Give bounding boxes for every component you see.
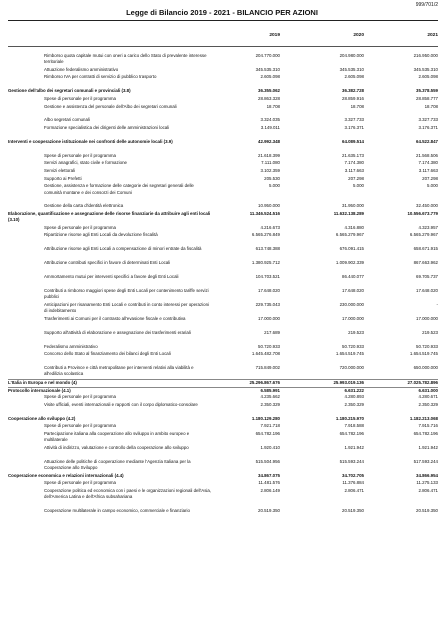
header-divider (8, 46, 438, 47)
row-label: Trasferimenti ai Comuni per il contrasto all'evasione fiscale e contributiva (44, 315, 186, 321)
value-2021: 6.565.279.967 (409, 232, 438, 238)
row-label: Interventi e cooperazione istituzionale nei confronti delle autonomie locali (3.9) (8, 138, 173, 144)
value-2021: 18.708 (424, 103, 438, 109)
value-2020: 18.708 (350, 103, 364, 109)
value-2021: 3.117.663 (418, 168, 438, 174)
value-2021: 21.568.506 (416, 152, 438, 158)
row-label: Gestione e assistenza del personale dell'Albo dei segretari comunali (44, 103, 177, 109)
row-label: Spese di personale per il programma (44, 394, 116, 400)
value-2021: 11.275.133 (416, 480, 438, 486)
table-row (8, 125, 438, 138)
value-2021: 1.654.519.745 (409, 351, 438, 357)
value-2020: 230.000.000 (339, 301, 364, 307)
value-2020: 6.631.222 (344, 387, 364, 393)
value-2020: 50.720.933 (342, 343, 364, 349)
value-2019: 6.585.991 (260, 387, 280, 393)
value-2020: 1.654.519.745 (335, 351, 364, 357)
value-2021: 4.323.957 (418, 224, 438, 230)
value-2020: 4.316.880 (344, 224, 364, 230)
row-label: Partecipazione italiana alla cooperazione allo sviluppo in ambito europeo e multilaterale (44, 430, 190, 443)
value-2020: 345.535.310 (339, 66, 364, 72)
value-2020: 28.859.916 (342, 95, 364, 101)
value-2019: 104.703.521 (255, 274, 280, 280)
value-2021: 658.671.915 (413, 246, 438, 252)
value-2019: 204.770.000 (255, 53, 280, 58)
value-2021: 20.519.350 (416, 507, 438, 513)
table-row (8, 508, 438, 521)
table-row (8, 330, 438, 343)
value-2019: 7.921.718 (260, 423, 280, 429)
value-2020: 64.089.514 (342, 138, 364, 144)
value-2020: 207.298 (348, 175, 364, 181)
value-2019: 34.867.075 (258, 472, 280, 478)
top-divider (8, 20, 438, 21)
category-row (8, 379, 438, 385)
value-2019: 18.708 (266, 103, 280, 109)
table-row (8, 160, 438, 166)
row-label: Cooperazione multilaterale in campo economico, commerciale e finanziario (44, 507, 190, 513)
table-row (8, 344, 438, 350)
table-row (8, 96, 438, 102)
table-row (8, 402, 438, 415)
value-2019: 515.504.956 (255, 458, 280, 464)
value-2019: 3.149.011 (260, 125, 280, 131)
row-label: Federalismo amministrativo (44, 343, 98, 349)
row-label: Formazione specialistica dei dirigenti delle amministrazioni locali (44, 125, 170, 131)
value-2020: 1.921.942 (344, 444, 364, 450)
table-row (8, 445, 438, 458)
value-2021: 50.720.933 (416, 343, 438, 349)
row-label: Gestione, assistenza e formazione delle categorie dei segretari generali delle comunità montane e dei consorzi dei Comuni (44, 183, 194, 195)
value-2020: 5.000 (353, 183, 364, 189)
year-header-2021: 2021 (427, 33, 438, 38)
value-2021: 5.000 (427, 183, 438, 189)
row-label: Supporto ai Prefetti (44, 175, 82, 181)
table-row (8, 225, 438, 231)
category-row (8, 88, 438, 94)
value-2020: 3.117.663 (344, 168, 364, 174)
value-2021: 7.174.380 (418, 160, 438, 166)
table-row (8, 302, 438, 315)
value-2021: 2.605.098 (418, 74, 438, 80)
value-2019: 715.849.002 (255, 365, 280, 371)
value-2021: 10.556.673.779 (407, 210, 438, 216)
value-2019: 4.235.662 (260, 394, 280, 400)
value-2021: 1.182.213.068 (409, 415, 438, 421)
value-2021: 345.535.310 (413, 66, 438, 72)
value-2020: 21.635.173 (342, 152, 364, 158)
category-row (8, 473, 438, 479)
value-2020: 2.806.471 (344, 487, 364, 493)
value-2021: 2.350.329 (418, 401, 438, 407)
row-label: Servizi anagrafici, stato civile e formazione (44, 160, 127, 166)
row-label: Concorso dello Stato al finanziamento dei bilanci degli Enti Locali (44, 351, 171, 357)
value-2019: 1.920.410 (260, 444, 280, 450)
value-2019: 28.863.328 (258, 95, 280, 101)
row-label: Anticipazioni per risanamento Enti Locali e contributi in conto interessi per operazioni di indebitamento (44, 301, 209, 314)
value-2020: 34.702.705 (342, 472, 364, 478)
table-row (8, 431, 438, 444)
row-label: Spese di personale per il programma (44, 152, 116, 158)
value-2019: 36.355.062 (258, 88, 280, 94)
row-label: Attività di indirizzo, valutazione e controllo della cooperazione allo sviluppo (44, 444, 189, 450)
value-2019: 345.535.310 (255, 66, 280, 72)
table-row (8, 365, 438, 378)
value-2021: - (436, 301, 438, 307)
value-2020: 1.009.902.339 (335, 260, 364, 266)
row-label: Spese di personale per il programma (44, 224, 116, 230)
value-2019: 205.530 (264, 175, 280, 181)
value-2019: 17.648.020 (258, 288, 280, 294)
value-2019: 217.689 (264, 329, 280, 335)
row-label: Elaborazione, quantificazione e assegnazione delle risorse finanziarie da attribuire agli enti locali (3.10) (8, 210, 211, 223)
document-number: 999/701/2 (415, 2, 438, 8)
row-label: L'Italia in Europa e nel mondo (4) (8, 379, 77, 385)
value-2020: 25.993.019.136 (333, 379, 364, 385)
value-2019: 11.346.524.516 (249, 210, 280, 216)
value-2021: 3.327.733 (418, 117, 438, 123)
value-2019: 1.380.925.712 (251, 260, 280, 266)
value-2019: 654.782.196 (255, 430, 280, 436)
table-row (8, 260, 438, 273)
row-label: Attuazione delle politiche di cooperazione mediante l'Agenzia Italiana per la Cooperazione allo Sviluppo (44, 458, 191, 470)
year-header-2019: 2019 (269, 33, 280, 38)
page-title: Legge di Bilancio 2019 - 2021 - BILANCIO PER AZIONI (126, 8, 318, 17)
category-row (8, 139, 438, 152)
value-2019: 5.000 (269, 183, 280, 189)
value-2019: 229.735.043 (255, 301, 280, 307)
row-label: Albo segretari comunali (44, 117, 90, 123)
value-2021: 4.280.671 (418, 394, 438, 400)
value-2020: 31.950.000 (342, 203, 364, 209)
row-label: Cooperazione allo sviluppo (4.2) (8, 415, 76, 421)
value-2019: 42.992.348 (258, 138, 280, 144)
value-2021: 34.866.954 (416, 472, 438, 478)
column-header (8, 34, 438, 43)
table-row (8, 246, 438, 259)
value-2020: 3.327.733 (344, 117, 364, 123)
value-2019: 1.645.482.708 (251, 351, 280, 357)
value-2019: 1.180.129.280 (251, 415, 280, 421)
value-2020: 515.593.244 (339, 458, 364, 464)
value-2020: 17.648.020 (342, 288, 364, 294)
row-label: Gestione dell'albo dei segretari comunali e provinciali (3.8) (8, 88, 131, 94)
value-2021: 216.950.000 (413, 53, 438, 58)
table-row (8, 153, 438, 159)
value-2021: 28.858.777 (416, 95, 438, 101)
category-row (8, 416, 438, 422)
table-row (8, 53, 438, 66)
table-row (8, 232, 438, 245)
value-2021: 219.523 (422, 329, 438, 335)
row-label: Attribuzione risorse agli Enti Locali a compensazione di minori entrate da fiscalità (44, 246, 202, 252)
value-2019: 4.216.673 (260, 224, 280, 230)
row-label: Contributi a rimborso maggiori spese degli Enti Locali per contenimento tariffe servizi pubblici (44, 288, 209, 300)
row-label: Protocollo internazionale (4.1) (8, 387, 71, 393)
row-label: Spese di personale per il programma (44, 423, 116, 429)
row-label: Servizi elettorali (44, 168, 75, 174)
table-row (8, 394, 438, 400)
value-2021: 654.782.196 (413, 430, 438, 436)
row-label: Cooperazione economica e relazioni internazionali (4.4) (8, 472, 124, 478)
year-header-2020: 2020 (353, 33, 364, 38)
table-row (8, 480, 438, 486)
value-2019: 2.350.329 (260, 401, 280, 407)
value-2021: 35.378.559 (416, 88, 438, 94)
value-2019: 20.519.350 (258, 507, 280, 513)
table-row (8, 316, 438, 329)
row-label: Spese di personale per il programma (44, 95, 116, 101)
value-2019: 7.111.080 (261, 160, 280, 166)
table-row (8, 168, 438, 174)
value-2019: 613.748.388 (255, 246, 280, 252)
value-2019: 6.565.276.849 (251, 232, 280, 238)
row-label: Visite ufficiali, eventi internazionali e rapporti con il corpo diplomatico-consolare (44, 401, 198, 407)
table-row (8, 351, 438, 364)
value-2020: 36.382.728 (342, 88, 364, 94)
value-2019: 10.950.000 (258, 203, 280, 209)
value-2020: 7.174.380 (344, 160, 364, 166)
table-row (8, 104, 438, 117)
value-2020: 204.980.000 (339, 53, 364, 58)
value-2020: 654.782.196 (339, 430, 364, 436)
value-2020: 86.440.077 (342, 274, 364, 280)
value-2019: 11.481.576 (258, 480, 280, 486)
value-2019: 2.806.149 (260, 487, 280, 493)
value-2021: 17.648.020 (416, 288, 438, 294)
row-label: Ripartizione risorse agli Enti Locali da devoluzione fiscalità (44, 232, 158, 238)
value-2021: 3.176.371 (418, 125, 438, 131)
table-row (8, 488, 438, 507)
row-label: Rimborso IVA per contratti di servizio di pubblico trasporto (44, 74, 157, 80)
value-2021: 69.705.737 (416, 274, 438, 280)
value-2021: 1.921.942 (418, 444, 438, 450)
table-row (8, 274, 438, 287)
row-label: Ammortamento mutui per interventi specifici a favore degli Enti Locali (44, 274, 179, 280)
table-row (8, 183, 438, 202)
row-label: Supporto all'attività di elaborazione e assegnazione dei trasferimenti erariali (44, 329, 191, 335)
row-label: Rimborso quota capitale mutui con oneri a carico dello Stato di prevalente interesse territoriale (44, 53, 207, 65)
value-2020: 1.180.215.970 (335, 415, 364, 421)
value-2020: 2.605.098 (344, 74, 364, 80)
category-row (8, 211, 438, 224)
value-2021: 7.915.716 (418, 423, 438, 429)
value-2019: 25.296.867.676 (249, 379, 280, 385)
row-label: Attuazione federalismo amministrativo (44, 66, 119, 72)
category-row (8, 387, 438, 393)
value-2019: 17.000.000 (258, 315, 280, 321)
value-2021: 2.806.471 (418, 487, 438, 493)
value-2020: 11.376.884 (342, 480, 364, 486)
value-2019: 2.605.098 (260, 74, 280, 80)
value-2019: 3.324.035 (260, 117, 280, 123)
value-2021: 64.522.847 (416, 138, 438, 144)
table-row (8, 459, 438, 472)
value-2020: 6.565.279.967 (335, 232, 364, 238)
value-2020: 720.000.000 (339, 365, 364, 371)
value-2020: 17.000.000 (342, 315, 364, 321)
value-2020: 219.523 (348, 329, 364, 335)
value-2020: 20.519.350 (342, 507, 364, 513)
table-row (8, 176, 438, 182)
value-2020: 7.918.588 (344, 423, 364, 429)
value-2021: 517.593.244 (413, 458, 438, 464)
row-label: Contributi a Province e città metropolitane per interventi relativi alla viabilità e all'edilizia scolastica (44, 365, 194, 377)
value-2019: 3.102.359 (260, 168, 280, 174)
row-label: Spese di personale per il programma (44, 480, 116, 486)
budget-table (8, 53, 438, 522)
value-2021: 17.000.000 (416, 315, 438, 321)
table-row (8, 74, 438, 87)
value-2020: 676.091.415 (339, 246, 364, 252)
value-2020: 3.176.371 (344, 125, 364, 131)
value-2019: 50.720.933 (258, 343, 280, 349)
table-row (8, 67, 438, 73)
value-2020: 4.280.893 (344, 394, 364, 400)
row-label: Gestione della carta d'identità elettronica (44, 203, 124, 209)
row-label: Cooperazione politica ed economica con i paesi e le organizzazioni regionali dell'Asia, dell'America Latina e dell'Africa subsahariana (44, 487, 212, 499)
value-2020: 2.350.329 (344, 401, 364, 407)
value-2021: 32.450.000 (416, 203, 438, 209)
value-2021: 650.000.000 (413, 365, 438, 371)
table-row (8, 288, 438, 301)
table-row (8, 203, 438, 209)
table-row (8, 117, 438, 123)
value-2021: 207.298 (422, 175, 438, 181)
value-2021: 6.631.000 (418, 387, 438, 393)
table-row (8, 423, 438, 429)
row-label: Attribuzione contributi specifici in favore di determinati Enti Locali (44, 260, 171, 266)
value-2021: 27.025.782.896 (407, 379, 438, 385)
value-2021: 867.663.962 (413, 260, 438, 266)
value-2020: 11.632.138.289 (333, 210, 364, 216)
value-2019: 21.618.399 (258, 152, 280, 158)
